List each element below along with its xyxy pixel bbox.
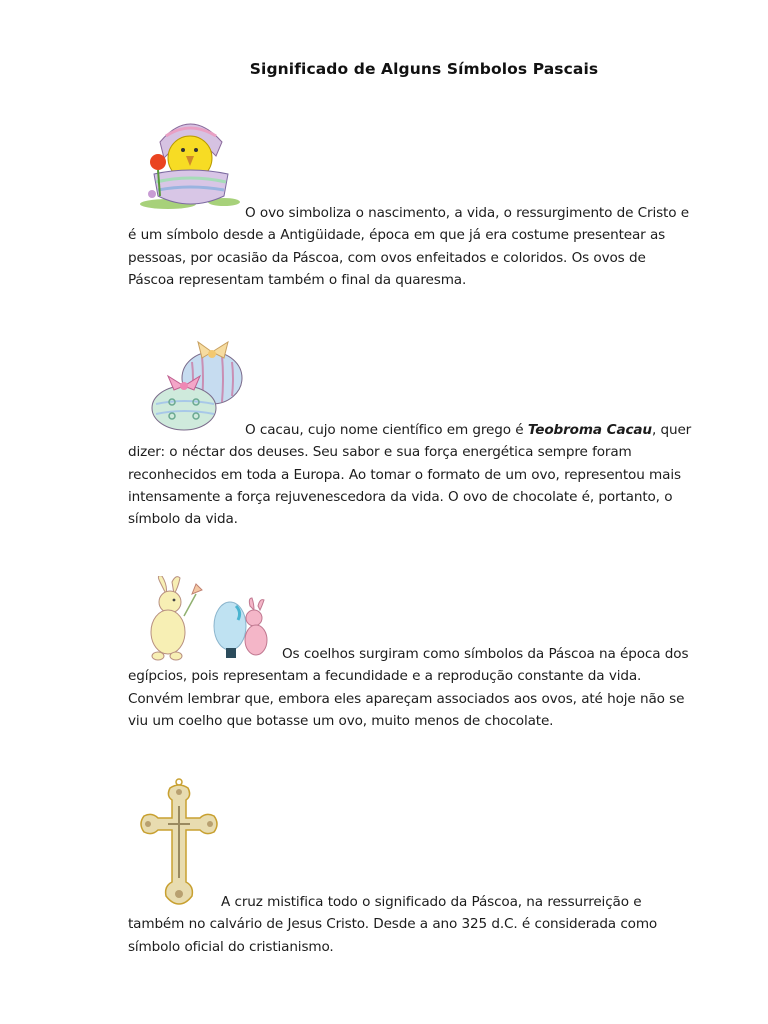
paragraph-line: símbolo da vida. xyxy=(128,511,238,528)
scientific-name-emphasis: Teobroma Cacau xyxy=(527,422,652,438)
paragraph-line: é um símbolo desde a Antigüidade, época em que já era costume presentear as xyxy=(128,227,666,244)
paragraph-line: também no calvário de Jesus Cristo. Desde a ano 325 d.C. é considerada como xyxy=(128,916,658,933)
section-coelhos xyxy=(128,576,720,731)
paragraph-line: pessoas, por ocasião da Páscoa, com ovos enfeitados e coloridos. Os ovos de xyxy=(128,249,646,266)
paragraph-line: reconhecidos em toda a Europa. Ao tomar o formato de um ovo, representou mais xyxy=(128,466,681,483)
page-title: Significado de Alguns Símbolos Pascais xyxy=(249,60,599,78)
crucifix-icon xyxy=(134,778,224,908)
section-cruz xyxy=(128,778,720,958)
text-run: , quer xyxy=(651,422,692,438)
chick-in-egg-icon xyxy=(138,112,242,216)
paragraph-line: símbolo oficial do cristianismo. xyxy=(128,938,334,955)
paragraph-line: intensamente a força rejuvenescedora da vida. O ovo de chocolate é, portanto, o xyxy=(128,488,673,505)
paragraph-cacau xyxy=(128,419,720,530)
paragraph-cruz xyxy=(128,891,720,958)
paragraph-line: Convém lembrar que, embora eles apareçam associados aos ovos, até hoje não se xyxy=(128,690,685,707)
section-cacau xyxy=(128,338,720,533)
paragraph-line xyxy=(128,419,720,441)
paragraph-line: A cruz mistifica todo o significado da Páscoa, na ressurreição e xyxy=(221,894,642,910)
paragraph-ovo xyxy=(128,202,720,291)
paragraph-line: viu um coelho que botasse um ovo, muito menos de chocolate. xyxy=(128,712,554,729)
section-ovo xyxy=(128,110,720,290)
paragraph-line: dizer: o néctar dos deuses. Seu sabor e sua força energética sempre foram xyxy=(128,444,632,461)
paragraph-line: O ovo simboliza o nascimento, a vida, o ressurgimento de Cristo e xyxy=(245,205,689,221)
paragraph-coelhos xyxy=(128,643,720,732)
paragraph-line: Os coelhos surgiram como símbolos da Páscoa na época dos xyxy=(282,646,689,662)
text-run: O cacau, cujo nome científico em grego é xyxy=(245,422,528,438)
paragraph-line: Páscoa representam também o final da quaresma. xyxy=(128,271,467,288)
paragraph-line: egípcios, pois representam a fecundidade e a reprodução constante da vida. xyxy=(128,668,642,685)
